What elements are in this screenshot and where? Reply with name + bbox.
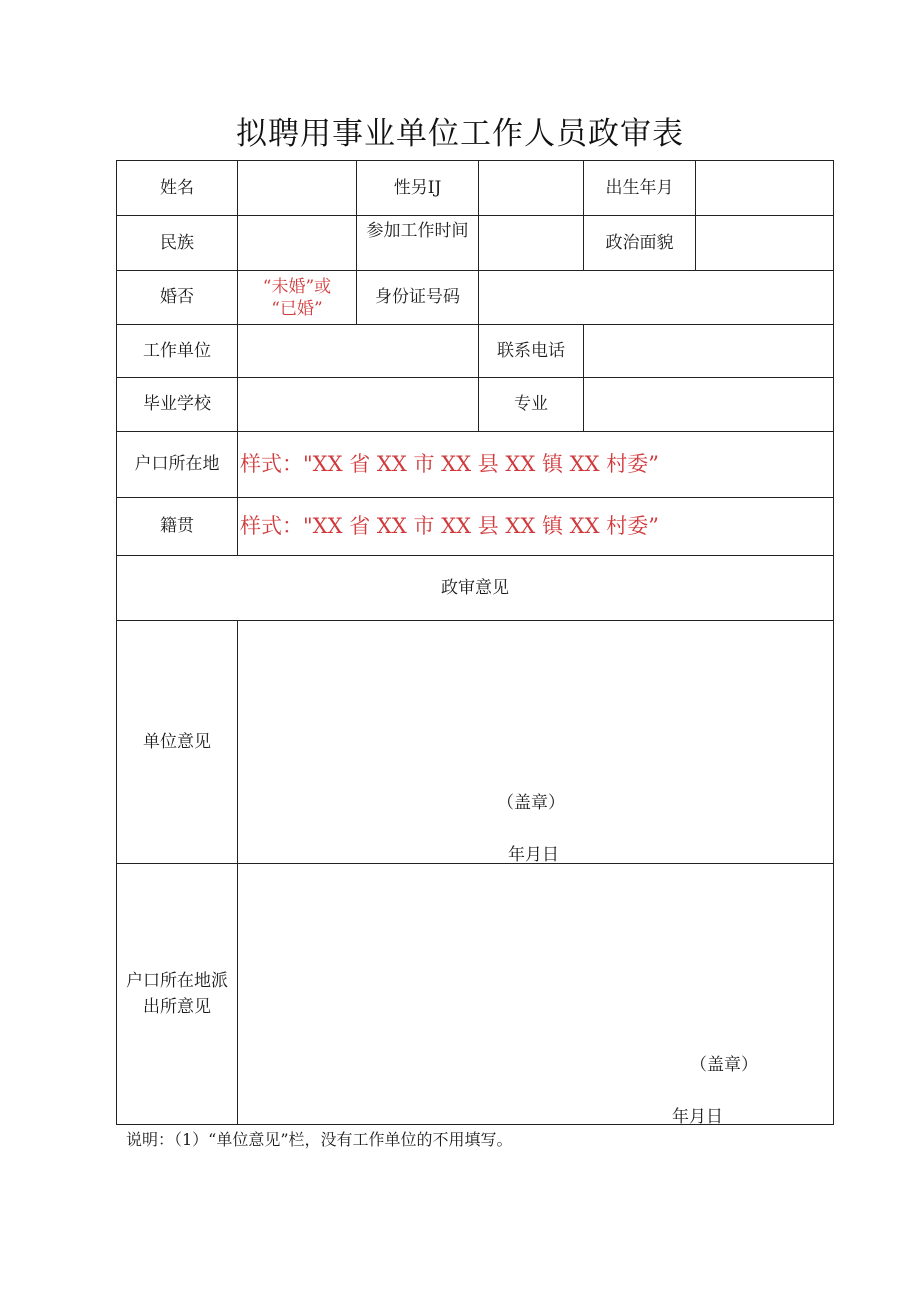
phone-label-cell [478,324,584,378]
unit-date-text: 年月日 [508,845,559,865]
native-label: 籍贯 [160,516,194,536]
employer-label: 工作单位 [143,340,211,361]
hukou-label: 户口所在地 [134,454,220,474]
political-field[interactable] [695,215,834,271]
school-label-cell [116,377,238,432]
form-title: 拟聘用事业单位工作人员政审表 [236,116,684,152]
marital-label: 婚否 [160,287,194,307]
marital-label-cell [116,270,238,325]
name-field[interactable] [237,160,357,216]
political-label: 政治面貌 [605,232,674,253]
political-label-cell [583,215,696,271]
work-start-label-cell [356,215,479,271]
ethnicity-label: 民族 [160,232,194,253]
name-label-cell [116,160,238,216]
police-opinion-label-line1: 户口所在地派 [126,971,228,991]
major-label: 专业 [514,394,548,414]
review-header: 政审意见 [441,577,509,598]
unit-seal-text: （盖章） [497,793,565,813]
id-label-cell [356,270,479,325]
major-field[interactable] [583,377,834,432]
footnote: 说明：（1）“单位意见”栏，没有工作单位的不用填写。 [126,1130,513,1149]
police-seal-text: （盖章） [690,1055,758,1075]
work-start-field[interactable] [478,215,584,271]
police-date-text: 年月日 [672,1107,723,1127]
work-start-label: 参加工作时间 [366,221,469,241]
phone-label: 联系电话 [497,340,565,361]
police-opinion-label-cell [116,863,238,1125]
native-label-cell [116,497,238,556]
birth-field[interactable] [695,160,834,216]
marital-hint-line2: “已婚” [271,298,323,319]
hukou-sample-text: 样式："XX 省 XX 市 XX 县 XX 镇 XX 村委” [240,452,659,476]
ethnicity-field[interactable] [237,215,357,271]
birth-label: 出生年月 [605,177,674,198]
birth-label-cell [583,160,696,216]
gender-label: 性另IJ [393,177,442,198]
native-sample-text: 样式："XX 省 XX 市 XX 县 XX 镇 XX 村委” [240,514,659,538]
native-field[interactable] [237,497,834,556]
gender-label-cell [356,160,479,216]
police-opinion-label-line2: 出所意见 [143,997,211,1017]
major-label-cell [478,377,584,432]
review-header-cell [116,555,834,621]
id-field[interactable] [478,270,834,325]
school-label: 毕业学校 [143,394,211,414]
ethnicity-label-cell [116,215,238,271]
unit-opinion-field[interactable] [237,620,834,864]
employer-field[interactable] [237,324,479,378]
marital-field[interactable] [237,270,357,325]
id-label: 身份证号码 [375,287,460,307]
unit-opinion-label: 单位意见 [143,731,211,752]
name-label: 姓名 [160,177,194,198]
hukou-field[interactable] [237,431,834,498]
police-opinion-field[interactable] [237,863,834,1125]
school-field[interactable] [237,377,479,432]
phone-field[interactable] [583,324,834,378]
gender-field[interactable] [478,160,584,216]
unit-opinion-label-cell [116,620,238,864]
marital-hint-line1: “未婚”或 [262,276,332,297]
hukou-label-cell [116,431,238,498]
employer-label-cell [116,324,238,378]
